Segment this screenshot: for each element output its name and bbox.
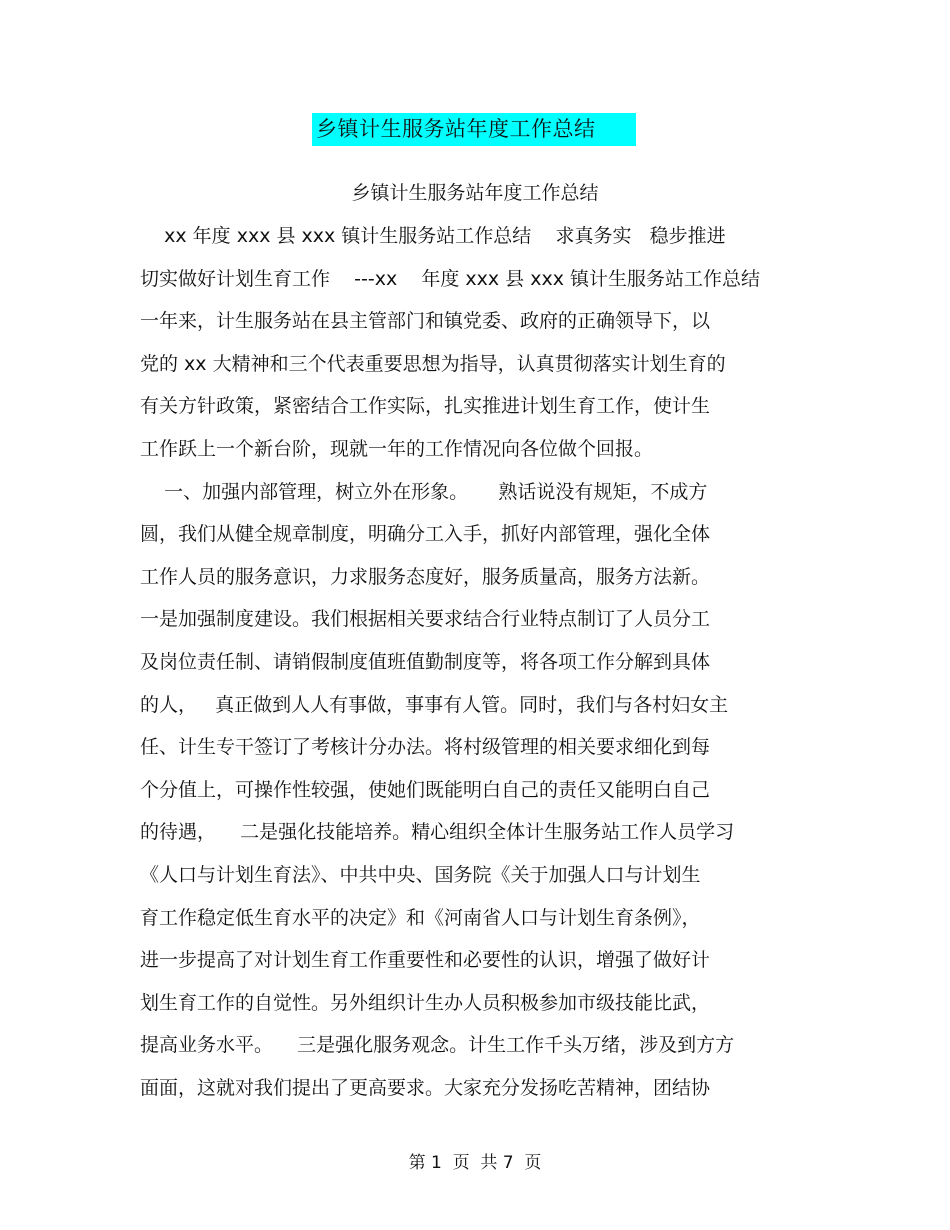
body-line: 一是加强制度建设。我们根据相关要求结合行业特点制订了人员分工	[140, 608, 711, 630]
body-line: 任、计生专干签订了考核计分办法。将村级管理的相关要求细化到每	[140, 736, 711, 758]
body-line: 切实做好计划生育工作 ---xx 年度 xxx 县 xxx 镇计生服务站工作总结	[140, 268, 760, 290]
body-line: 个分值上，可操作性较强，使她们既能明白自己的责任又能明白自己	[140, 779, 711, 801]
body-line: 提高业务水平。 三是强化服务观念。计生工作千头万绪，涉及到方方	[140, 1034, 735, 1056]
body-line: 有关方针政策，紧密结合工作实际，扎实推进计划生育工作，使计生	[140, 395, 711, 417]
body-line: xx 年度 xxx 县 xxx 镇计生服务站工作总结 求真务实 稳步推进	[140, 225, 726, 247]
body-line: 及岗位责任制、请销假制度值班值勤制度等，将各项工作分解到具体	[140, 651, 711, 673]
body-line: 工作人员的服务意识，力求服务态度好，服务质量高，服务方法新。	[140, 566, 711, 588]
body-line: 一、加强内部管理，树立外在形象。 熟话说没有规矩，不成方	[140, 481, 708, 503]
body-line: 党的 xx 大精神和三个代表重要思想为指导，认真贯彻落实计划生育的	[140, 353, 726, 375]
body-line: 育工作稳定低生育水平的决定》和《河南省人口与计划生育条例》，	[140, 907, 701, 929]
body-line: 划生育工作的自觉性。另外组织计生办人员积极参加市级技能比武，	[140, 992, 711, 1014]
body-line: 面面，这就对我们提出了更高要求。大家充分发扬吃苦精神，团结协	[140, 1077, 711, 1099]
body-line: 的待遇， 二是强化技能培养。精心组织全体计生服务站工作人员学习	[140, 821, 735, 843]
document-subtitle: 乡镇计生服务站年度工作总结	[351, 182, 599, 204]
body-line: 进一步提高了对计划生育工作重要性和必要性的认识，增强了做好计	[140, 949, 711, 971]
body-line: 的人， 真正做到人人有事做，事事有人管。同时，我们与各村妇女主	[140, 694, 729, 716]
body-line: 《人口与计划生育法》、中共中央、国务院《关于加强人口与计划生	[140, 864, 701, 886]
body-line: 工作跃上一个新台阶，现就一年的工作情况向各位做个回报。	[140, 438, 654, 460]
document-title: 乡镇计生服务站年度工作总结	[316, 117, 596, 141]
body-line: 圆，我们从健全规章制度，明确分工入手，抓好内部管理，强化全体	[140, 523, 711, 545]
body-line: 一年来，计生服务站在县主管部门和镇党委、政府的正确领导下，以	[140, 310, 711, 332]
page-footer: 第 1 页 共 7 页	[408, 1153, 542, 1173]
